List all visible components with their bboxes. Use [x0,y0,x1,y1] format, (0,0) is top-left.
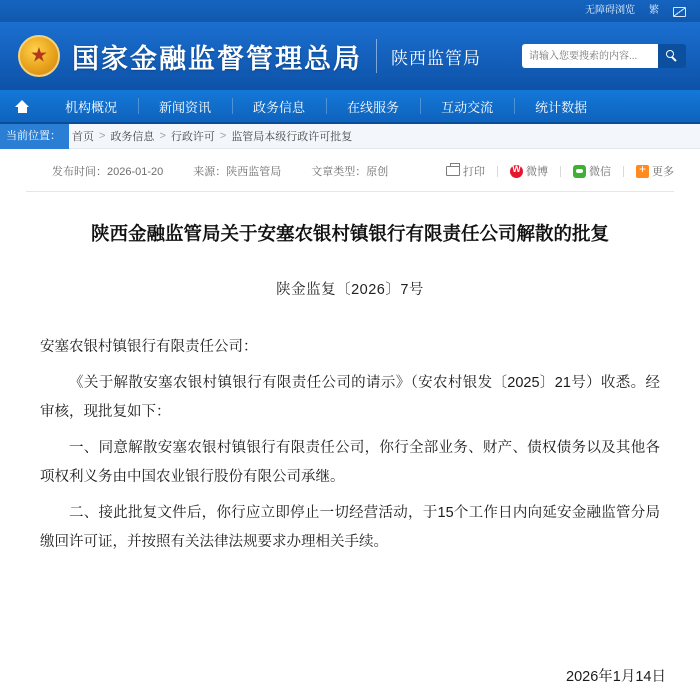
nav-item-government-info[interactable] [232,90,326,122]
share-more-button[interactable] [636,163,674,179]
nav-label: 机构概况 [65,99,118,115]
search-box [522,44,686,68]
nav-item-news[interactable] [138,90,232,122]
divider [560,166,561,177]
paragraph-intro: 《关于解散安塞农银村镇银行有限责任公司的请示》（安农村银发〔2025〕21号）收悉。经审核，现批复如下： [40,374,660,420]
nav-item-statistics[interactable] [514,90,608,122]
article-meta [0,149,700,179]
nav-label: 新闻资讯 [159,99,212,115]
share-weibo-button[interactable] [510,163,548,179]
national-emblem-icon [18,35,60,77]
brand-divider [376,39,377,73]
nav-item-institution[interactable] [44,90,138,122]
printer-icon [446,166,460,176]
nav-label: 互动交流 [441,99,494,115]
wechat-icon [573,165,586,178]
nav-item-home[interactable] [0,90,44,122]
site-masthead [0,22,700,90]
paragraph-item-2: 二、接此批复文件后，你行应立即停止一切经营活动，于15个工作日内向延安金融监管分局缴回许可证，并按照有关法律法规要求办理相关手续。 [40,504,660,550]
traditional-chinese-link[interactable]: 繁 [649,5,659,16]
article-type: 文章类型：原创 [311,166,389,178]
search-icon [666,50,674,58]
main-navigation [0,90,700,124]
nav-item-interaction[interactable] [420,90,514,122]
weibo-icon [510,165,523,178]
article-body [40,333,660,557]
breadcrumb-item-home[interactable]: 首页 [72,131,94,143]
site-title: 国家金融监督管理总局 [72,43,362,74]
weibo-label: 微博 [526,166,548,178]
signature-date: 2026年1月14日 [566,668,666,685]
divider [497,166,498,177]
accessibility-link[interactable]: 无障碍浏览 [585,5,635,16]
breadcrumb-separator: > [219,130,227,142]
share-toolbar [446,163,674,179]
utility-bar [0,0,700,22]
publish-date: 发布时间：2026-01-20 [52,166,164,178]
document-number: 陕金监复〔2026〕7号 [276,281,424,298]
breadcrumb-item-government-info[interactable]: 政务信息 [110,131,155,143]
search-button[interactable] [658,44,686,68]
nav-label: 在线服务 [347,99,400,115]
branch-title: 陕西监管局 [391,48,481,68]
share-wechat-button[interactable] [573,163,611,179]
nav-item-online-service[interactable] [326,90,420,122]
more-label: 更多 [652,166,674,178]
breadcrumb [0,124,700,149]
meta-divider [26,191,674,192]
nav-label: 统计数据 [535,99,588,115]
home-icon [15,100,30,113]
page-title: 陕西金融监管局关于安塞农银村镇银行有限责任公司解散的批复 [90,223,609,244]
paragraph-item-1: 一、同意解散安塞农银村镇银行有限责任公司，你行全部业务、财产、债权债务以及其他各项权利义务由中国农业银行股份有限公司承继。 [40,439,660,485]
print-label: 打印 [463,166,485,178]
divider [623,166,624,177]
paragraph-addressee: 安塞农银村镇银行有限责任公司： [40,338,258,355]
search-input[interactable] [522,44,658,68]
print-button[interactable] [446,163,485,179]
article-source: 来源：陕西监管局 [193,166,282,178]
breadcrumb-label: 当前位置： [0,124,69,149]
breadcrumb-separator: > [159,130,166,142]
breadcrumb-item-current: 监管局本级行政许可批复 [231,131,353,143]
more-icon [636,165,649,178]
breadcrumb-separator: > [99,130,106,142]
mail-icon[interactable] [673,7,686,17]
breadcrumb-item-administrative-license[interactable]: 行政许可 [170,131,215,143]
wechat-label: 微信 [589,166,611,178]
article-page [0,149,700,686]
nav-label: 政务信息 [253,99,306,115]
